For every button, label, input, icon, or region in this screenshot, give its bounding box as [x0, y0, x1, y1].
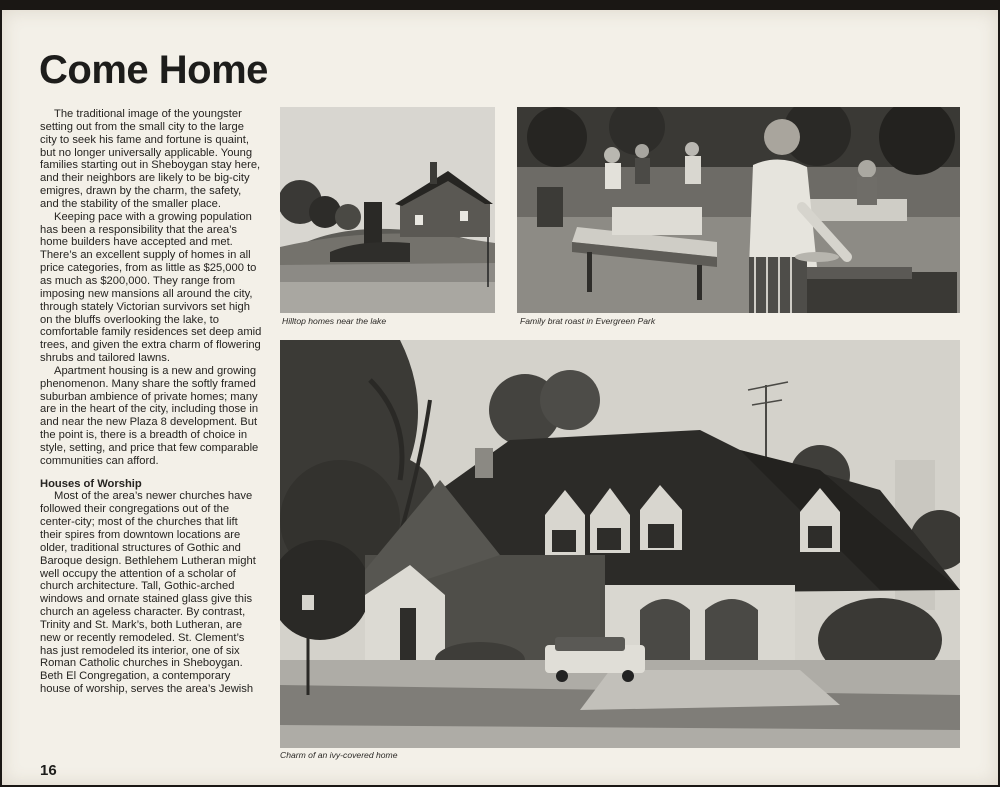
caption-hilltop: Hilltop homes near the lake [282, 316, 387, 326]
photo-hilltop-homes [280, 107, 495, 313]
photo-ivy-covered-home [280, 340, 960, 748]
caption-ivy-home: Charm of an ivy-covered home [280, 750, 398, 760]
caption-brat-roast: Family brat roast in Evergreen Park [520, 316, 656, 326]
photo-picnic-grill-icon [517, 107, 960, 313]
photo-brat-roast [517, 107, 960, 313]
paragraph-housing: Keeping pace with a growing population has been a responsibility that the area’s home builders have accepted and met. There’s an excellent supply of homes in all price categories, from as little as $25,000 to as much as $200,000. They range from imposing new mansions all around the city, through stately Victorian survivors set high on the bluffs overlooking the lake, to comfortable family residences set deep amid trees, and given the extra charm of flowering shrubs and tailored lawns. [40, 210, 262, 365]
paragraph-intro: The traditional image of the youngster setting out from the small city to the large city to seek his fame and fortune is quaint, but no longer universally applicable. Young families starting out in Sheboygan stay here, and their neighbors are likely to be big-city emigres, drawn by the charm, the safety, and the stability of the smaller place. [40, 108, 261, 210]
paragraph-worship: Most of the area’s newer churches have followed their congregations out of the center-city; most of the churches that lift their spires from downtown locations are older, traditional structures of Gothic and Baroque design. Bethlehem Lutheran might well occupy the attention of a scholar of church architecture. Tall, Gothic-arched windows and ornate stained glass give this church an ageless character. By contrast, Trinity and St. Mark’s, both Lutheran, are new or recently remodeled. St. Clement’s has just remodeled its interior, one of six Roman Catholic churches in Sheboygan. Beth El Congregation, a contemporary house of worship, serves the area’s Jewish [40, 490, 256, 696]
page-title: Come Home [39, 48, 268, 92]
magazine-page [2, 10, 998, 785]
page-number: 16 [40, 762, 57, 779]
section-heading-worship: Houses of Worship [40, 477, 142, 490]
article-column [40, 108, 262, 696]
paragraph-apartments: Apartment housing is a new and growing phenomenon. Many share the softly framed suburban ambience of private homes; many are in the heart of the city, including those in and near the new Plaza 8 development. But the point is, there is a breadth of choice in style, setting, and price that few comparable communities can afford. [40, 364, 259, 467]
photo-tudor-house-icon [280, 340, 960, 748]
photo-hilltop-house-icon [280, 107, 495, 313]
